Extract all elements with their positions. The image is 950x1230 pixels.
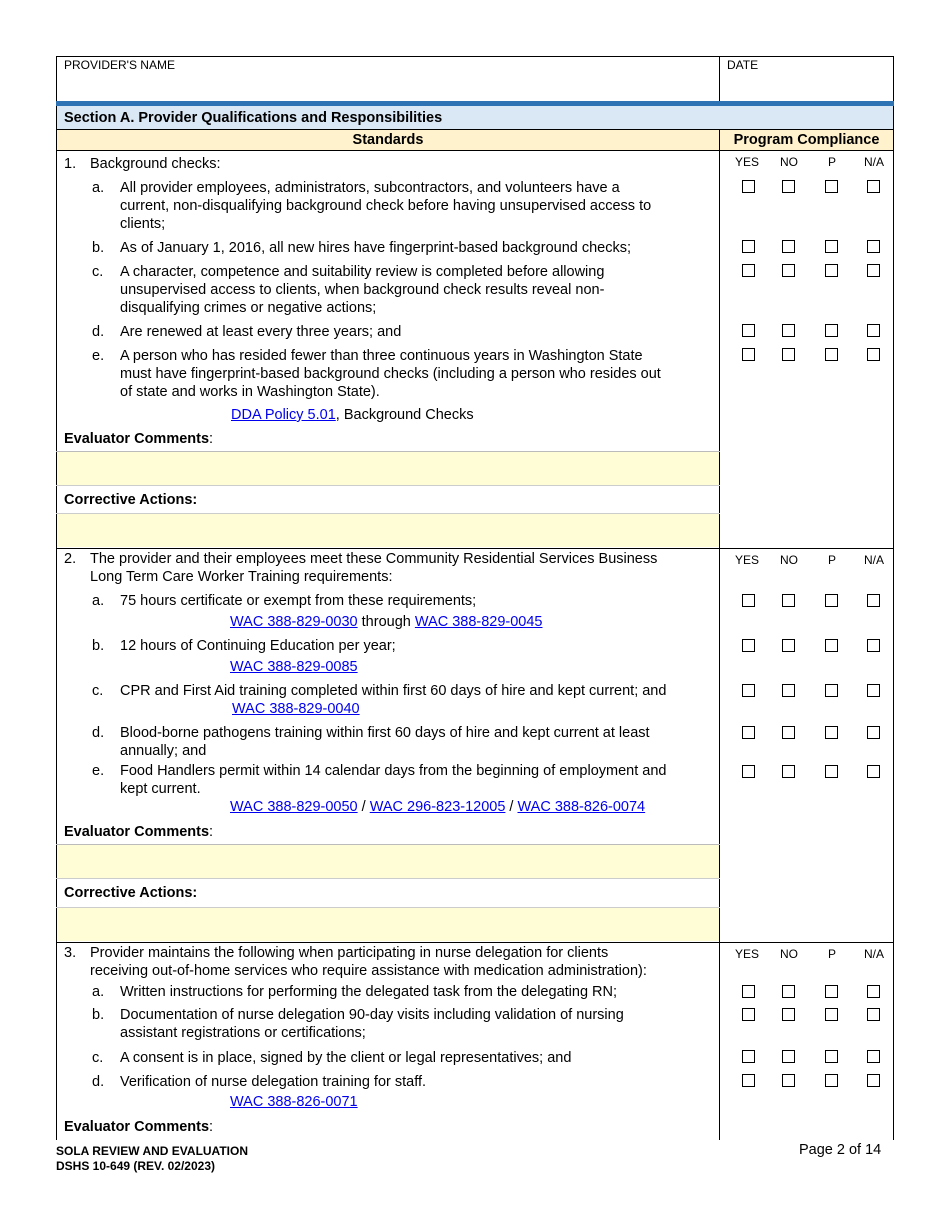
wac-link[interactable]: WAC 388-829-0040 — [232, 701, 360, 717]
subitem-text: A person who has resided fewer than three continuous years in Washington State — [120, 348, 643, 364]
subitem-letter: e. — [92, 763, 105, 779]
na-header: N/A — [864, 155, 885, 169]
subitem-text: must have fingerprint-based background checks (including a person who resides out — [120, 366, 661, 382]
subitem-text: current, non-disqualifying background check before having unsupervised access to — [120, 198, 652, 214]
provider-name-label: PROVIDER'S NAME — [64, 58, 175, 72]
partial-header: P — [828, 553, 837, 567]
partial-checkbox[interactable] — [825, 324, 838, 337]
page-number: Page 2 of 14 — [799, 1142, 882, 1158]
no-checkbox[interactable] — [782, 985, 795, 998]
yes-checkbox[interactable] — [742, 726, 755, 739]
section-title: Section A. Provider Qualifications and Responsibilities — [64, 110, 443, 126]
partial-header: P — [828, 155, 837, 169]
no-checkbox[interactable] — [782, 240, 795, 253]
no-checkbox[interactable] — [782, 639, 795, 652]
yes-checkbox[interactable] — [742, 684, 755, 697]
subitem-letter: d. — [92, 1074, 105, 1090]
na-checkbox[interactable] — [867, 639, 880, 652]
subitem-text: Documentation of nurse delegation 90-day visits including validation of nursing — [120, 1007, 624, 1023]
evaluator-comments-label: Evaluator Comments: — [64, 431, 214, 447]
no-checkbox[interactable] — [782, 264, 795, 277]
partial-checkbox[interactable] — [825, 765, 838, 778]
no-checkbox[interactable] — [782, 684, 795, 697]
no-checkbox[interactable] — [782, 324, 795, 337]
date-field[interactable] — [722, 74, 890, 100]
subitem-text: A character, competence and suitability review is completed before allowing — [120, 264, 605, 280]
subitem-text: annually; and — [120, 743, 207, 759]
na-checkbox[interactable] — [867, 324, 880, 337]
subitem-letter: a. — [92, 984, 105, 1000]
no-checkbox[interactable] — [782, 180, 795, 193]
partial-header: P — [828, 947, 837, 961]
na-checkbox[interactable] — [867, 348, 880, 361]
evaluator-comments-field[interactable] — [57, 845, 719, 878]
subitem-text: assistant registrations or certifications; — [120, 1025, 366, 1041]
dda-policy-link[interactable]: DDA Policy 5.01 — [231, 407, 336, 423]
subitem-letter: b. — [92, 638, 105, 654]
na-header: N/A — [864, 947, 885, 961]
subitem-letter: d. — [92, 725, 105, 741]
form-number: DSHS 10-649 (REV. 02/2023) — [56, 1159, 215, 1173]
partial-checkbox[interactable] — [825, 985, 838, 998]
yes-checkbox[interactable] — [742, 1050, 755, 1063]
subitem-text: Verification of nurse delegation training for staff. — [120, 1074, 427, 1090]
subitem-text: CPR and First Aid training completed within first 60 days of hire and kept current; and — [120, 683, 667, 699]
na-checkbox[interactable] — [867, 1008, 880, 1021]
subitem-text: disqualifying crimes or negative actions; — [120, 300, 377, 316]
no-checkbox[interactable] — [782, 1008, 795, 1021]
subitem-text: 12 hours of Continuing Education per year; — [120, 638, 396, 654]
partial-checkbox[interactable] — [825, 684, 838, 697]
no-checkbox[interactable] — [782, 1074, 795, 1087]
subitem-text: Written instructions for performing the delegated task from the delegating RN; — [120, 984, 618, 1000]
evaluator-comments-label: Evaluator Comments: — [64, 824, 214, 840]
partial-checkbox[interactable] — [825, 726, 838, 739]
wac-link[interactable]: WAC 388-826-0074 — [517, 799, 646, 815]
program-compliance-column-header: Program Compliance — [733, 132, 880, 148]
no-checkbox[interactable] — [782, 1050, 795, 1063]
partial-checkbox[interactable] — [825, 180, 838, 193]
partial-checkbox[interactable] — [825, 639, 838, 652]
na-checkbox[interactable] — [867, 240, 880, 253]
no-checkbox[interactable] — [782, 348, 795, 361]
date-label: DATE — [727, 58, 759, 72]
form-title: SOLA REVIEW AND EVALUATION — [56, 1144, 248, 1158]
na-checkbox[interactable] — [867, 985, 880, 998]
no-header: NO — [780, 553, 798, 567]
partial-checkbox[interactable] — [825, 1050, 838, 1063]
wac-link[interactable]: WAC 388-829-0045 — [414, 614, 543, 630]
na-checkbox[interactable] — [867, 765, 880, 778]
corrective-actions-label: Corrective Actions: — [64, 885, 198, 901]
item-number: 3. — [64, 945, 77, 961]
wac-link[interactable]: WAC 388-829-0030 — [230, 614, 358, 630]
item-title: Long Term Care Worker Training requirements: — [90, 569, 393, 585]
subitem-text: A consent is in place, signed by the client or legal representatives; and — [120, 1050, 572, 1066]
wac-link[interactable]: WAC 388-826-0071 — [230, 1094, 358, 1110]
subitem-text: Food Handlers permit within 14 calendar days from the beginning of employment and — [120, 763, 667, 779]
subitem-text: Blood-borne pathogens training within first 60 days of hire and kept current at least — [120, 725, 650, 741]
subitem-text: of state and works in Washington State). — [120, 384, 380, 400]
reference-text: , Background Checks — [335, 407, 474, 423]
na-checkbox[interactable] — [867, 180, 880, 193]
reference-line: WAC 388-829-0030 through WAC 388-829-0045 — [230, 614, 543, 630]
wac-link[interactable]: WAC 296-823-12005 — [369, 799, 506, 815]
yes-checkbox[interactable] — [742, 264, 755, 277]
subitem-letter: b. — [92, 240, 105, 256]
item-title: Background checks: — [90, 156, 221, 172]
corrective-actions-field[interactable] — [57, 908, 719, 941]
na-checkbox[interactable] — [867, 684, 880, 697]
evaluator-comments-label: Evaluator Comments: — [64, 1119, 214, 1135]
item-title: Provider maintains the following when participating in nurse delegation for clients — [90, 945, 609, 961]
subitem-text: As of January 1, 2016, all new hires have fingerprint-based background checks; — [120, 240, 632, 256]
partial-checkbox[interactable] — [825, 240, 838, 253]
no-checkbox[interactable] — [782, 726, 795, 739]
na-checkbox[interactable] — [867, 264, 880, 277]
na-checkbox[interactable] — [867, 594, 880, 607]
item-title: receiving out-of-home services who require assistance with medication administration): — [90, 963, 647, 979]
corrective-actions-label: Corrective Actions: — [64, 492, 198, 508]
partial-checkbox[interactable] — [825, 264, 838, 277]
reference-line — [230, 1093, 358, 1111]
subitem-letter: a. — [92, 180, 105, 196]
no-checkbox[interactable] — [782, 765, 795, 778]
subitem-letter: c. — [92, 1050, 104, 1066]
yes-header: YES — [735, 155, 760, 169]
subitem-text: 75 hours certificate or exempt from these requirements; — [120, 593, 477, 609]
subitem-letter: c. — [92, 683, 104, 699]
subitem-text: All provider employees, administrators, subcontractors, and volunteers have a — [120, 180, 620, 196]
provider-name-field[interactable] — [60, 74, 716, 100]
no-header: NO — [780, 947, 798, 961]
subitem-text: unsupervised access to clients, when background check results reveal non- — [120, 282, 605, 298]
subitem-text: clients; — [120, 216, 166, 232]
evaluator-comments-field[interactable] — [57, 452, 719, 485]
reference-line — [230, 658, 358, 676]
na-checkbox[interactable] — [867, 1050, 880, 1063]
yes-checkbox[interactable] — [742, 348, 755, 361]
yes-checkbox[interactable] — [742, 180, 755, 193]
yes-header: YES — [735, 553, 760, 567]
na-checkbox[interactable] — [867, 1074, 880, 1087]
reference-line — [231, 406, 474, 424]
partial-checkbox[interactable] — [825, 594, 838, 607]
no-checkbox[interactable] — [782, 594, 795, 607]
partial-checkbox[interactable] — [825, 1074, 838, 1087]
subitem-text: Are renewed at least every three years; and — [120, 324, 402, 340]
wac-link[interactable]: WAC 388-829-0085 — [230, 659, 358, 675]
standards-column-header: Standards — [352, 132, 424, 148]
item-title: The provider and their employees meet these Community Residential Services Business — [90, 551, 658, 567]
yes-checkbox[interactable] — [742, 985, 755, 998]
no-header: NO — [780, 155, 798, 169]
corrective-actions-field[interactable] — [57, 514, 719, 547]
reference-line: WAC 388-829-0050 / WAC 296-823-12005 / WAC 388-826-0074 — [230, 799, 646, 815]
yes-checkbox[interactable] — [742, 1008, 755, 1021]
partial-checkbox[interactable] — [825, 1008, 838, 1021]
na-checkbox[interactable] — [867, 726, 880, 739]
na-header: N/A — [864, 553, 885, 567]
yes-checkbox[interactable] — [742, 765, 755, 778]
yes-checkbox[interactable] — [742, 324, 755, 337]
subitem-text: kept current. — [120, 781, 201, 797]
reference-line — [232, 700, 360, 718]
partial-checkbox[interactable] — [825, 348, 838, 361]
subitem-letter: e. — [92, 348, 105, 364]
yes-checkbox[interactable] — [742, 1074, 755, 1087]
yes-header: YES — [735, 947, 760, 961]
subitem-letter: c. — [92, 264, 104, 280]
subitem-letter: a. — [92, 593, 105, 609]
yes-checkbox[interactable] — [742, 240, 755, 253]
subitem-letter: d. — [92, 324, 105, 340]
yes-checkbox[interactable] — [742, 594, 755, 607]
yes-checkbox[interactable] — [742, 639, 755, 652]
item-number: 2. — [64, 551, 77, 567]
item-number: 1. — [64, 156, 77, 172]
wac-link[interactable]: WAC 388-829-0050 — [230, 799, 358, 815]
subitem-letter: b. — [92, 1007, 105, 1023]
